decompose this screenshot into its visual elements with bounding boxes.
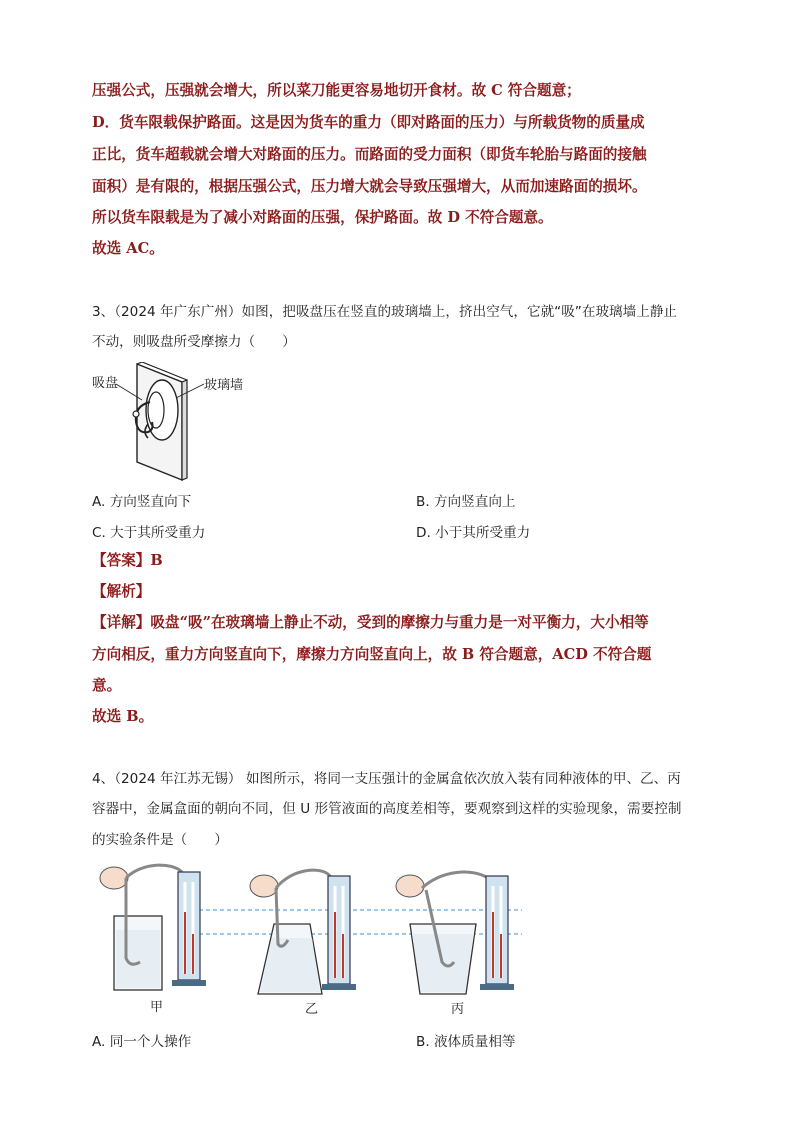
q3-option-b[interactable]: B. 方向竖直向上 xyxy=(416,494,516,510)
setup-jia xyxy=(100,865,206,990)
suction-cup-diagram xyxy=(92,362,292,482)
label-glass-wall: 玻璃墙 xyxy=(204,378,244,393)
answer-value: B xyxy=(150,552,163,569)
label-suction-cup: 吸盘 xyxy=(92,376,119,391)
q4-stem-line-3: 的实验条件是（ ） xyxy=(92,832,228,848)
q3-answer-row xyxy=(92,551,163,571)
label-jia: 甲 xyxy=(150,1000,164,1015)
detail-text-1: 吸盘“吸”在玻璃墙上静止不动，受到的摩擦力与重力是一对平衡力，大小相等 xyxy=(150,614,649,631)
setup-bing xyxy=(396,872,514,994)
analysis-tag: 【解析】 xyxy=(92,583,151,600)
q3-stem-line-2: 不动，则吸盘所受摩擦力（ ） xyxy=(92,334,296,350)
q4-stem-line-1: 4、（2024 年江苏无锡） 如图所示，将同一支压强计的金属盒依次放入装有同种液体的甲、乙、丙 xyxy=(92,771,681,787)
q2-analysis-line-3: 正比，货车超载就会增大对路面的压力。而路面的受力面积（即货车轮胎与路面的接触 xyxy=(92,146,647,163)
q4-option-a[interactable]: A. 同一个人操作 xyxy=(92,1034,192,1050)
answer-tag: 【答案】 xyxy=(92,552,151,569)
q3-detail-line-3: 意。 xyxy=(92,677,122,694)
setup-yi xyxy=(250,870,356,994)
q3-option-a[interactable]: A. 方向竖直向下 xyxy=(92,494,192,510)
q3-detail-line-2: 方向相反，重力方向竖直向下，摩擦力方向竖直向上，故 B 符合题意，ACD 不符合题 xyxy=(92,646,652,663)
q3-conclusion: 故选 B。 xyxy=(92,708,154,725)
q2-conclusion: 故选 AC。 xyxy=(92,240,164,257)
q2-analysis-line-1: 压强公式，压强就会增大，所以菜刀能更容易地切开食材。故 C 符合题意； xyxy=(92,82,581,99)
q2-analysis-line-4: 面积）是有限的，根据压强公式，压力增大就会导致压强增大，从而加速路面的损坏。 xyxy=(92,178,647,195)
detail-tag: 【详解】 xyxy=(92,614,151,631)
q3-stem-line-1: 3、（2024 年广东广州）如图，把吸盘压在竖直的玻璃墙上，挤出空气，它就“吸”在玻璃墙上静止 xyxy=(92,304,678,320)
q2-analysis-line-5: 所以货车限载是为了减小对路面的压强，保护路面。故 D 不符合题意。 xyxy=(92,209,553,226)
q4-figure-pressure-gauge xyxy=(92,862,542,1020)
q3-option-c[interactable]: C. 大于其所受重力 xyxy=(92,525,206,541)
q4-option-b[interactable]: B. 液体质量相等 xyxy=(416,1034,516,1050)
q4-stem-line-2: 容器中，金属盒面的朝向不同，但 U 形管液面的高度差相等，要观察到这样的实验现象，需要控制 xyxy=(92,801,682,817)
q3-figure-suction-cup xyxy=(92,362,292,482)
label-yi: 乙 xyxy=(305,1002,319,1017)
q2-analysis-line-2: D．货车限载保护路面。这是因为货车的重力（即对路面的压力）与所载货物的质量成 xyxy=(92,114,645,131)
q3-detail-line-1 xyxy=(92,613,649,633)
q3-option-d[interactable]: D. 小于其所受重力 xyxy=(416,525,531,541)
label-bing: 丙 xyxy=(451,1002,465,1017)
